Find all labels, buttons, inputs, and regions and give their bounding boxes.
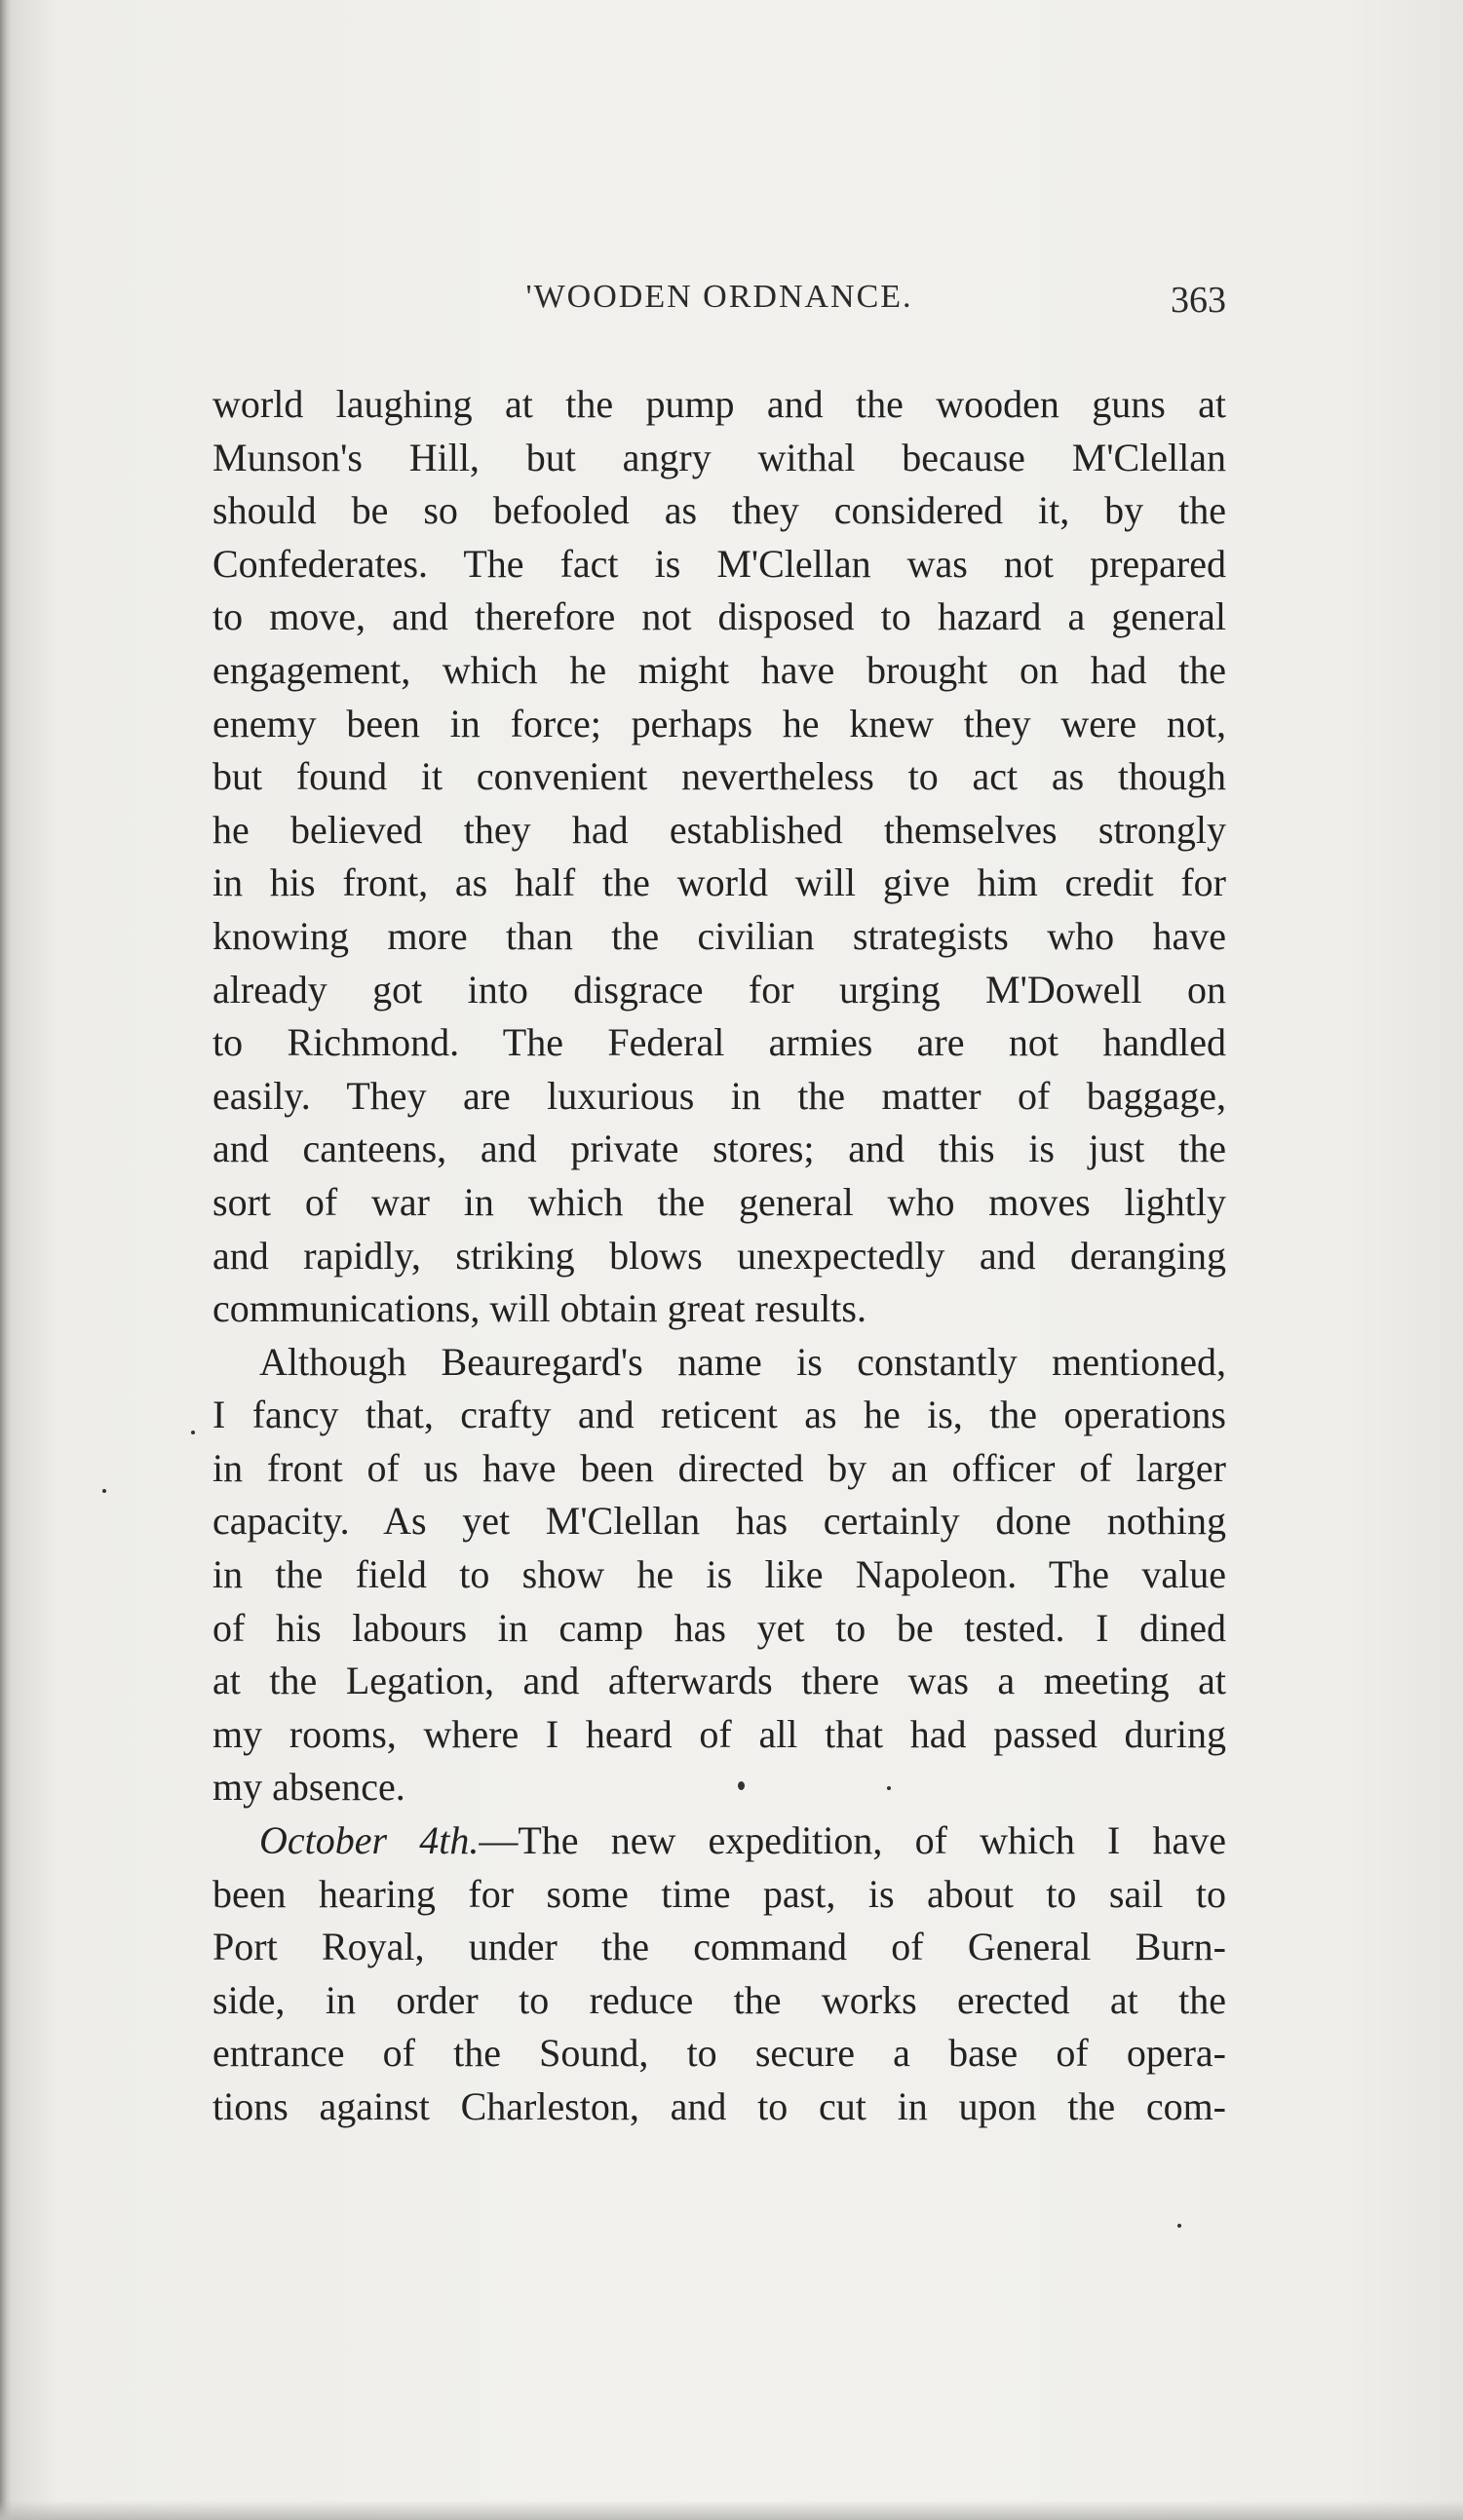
running-title: 'WOODEN ORDNANCE. [525,279,913,315]
ink-speck [191,1431,195,1434]
text-line: Port Royal, under the command of General Burn- [212,1925,1226,1969]
text-line: at the Legation, and afterwards there was a meeting at [212,1659,1226,1703]
date-entry-line [212,1814,1226,1868]
text-line: but found it convenient nevertheless to act as though [212,754,1226,799]
text-line: sort of war in which the general who moves lightly [212,1179,1226,1224]
text-line: easily. They are luxurious in the matter of baggage, [212,1073,1226,1118]
text-line: of his labours in camp has yet to be tested. I dined [212,1605,1226,1650]
text-line: tions against Charleston, and to cut in upon the com- [212,2084,1226,2128]
entry-date: October 4th. [259,1818,480,1863]
text-line: should be so befooled as they considered it, by the [212,488,1226,533]
text-line: and rapidly, striking blows unexpectedly and deranging [212,1233,1226,1278]
ink-speck [102,1489,106,1493]
text-line: Confederates. The fact is M'Clellan was not prepared [212,541,1226,586]
text-line: in front of us have been directed by an officer of larger [212,1445,1226,1490]
text-line: my absence. [212,1765,405,1810]
text-line: world laughing at the pump and the wooden guns at [212,382,1226,426]
text-line: and canteens, and private stores; and this is just the [212,1126,1226,1171]
text-line: Munson's Hill, but angry withal because M'Clellan [212,435,1226,479]
text-line: to Richmond. The Federal armies are not handled [212,1020,1226,1065]
ink-speck [1177,2224,1181,2228]
text-line: in his front, as half the world will give him credit for [212,860,1226,905]
text-line: Although Beauregard's name is constantly mentioned, [259,1339,1226,1384]
page-number: 363 [1171,280,1226,321]
text-line: I fancy that, crafty and reticent as he is, the operations [212,1393,1226,1437]
text-line: been hearing for some time past, is about to sail to [212,1871,1226,1916]
page-binding-shadow [0,0,12,2520]
ink-speck [887,1786,891,1790]
text-line: already got into disgrace for urging M'Dowell on [212,967,1226,1012]
ink-speck [738,1781,745,1790]
text-line: side, in order to reduce the works erected at the [212,1977,1226,2022]
text-line: to move, and therefore not disposed to hazard a general [212,594,1226,639]
entry-text: —The new expedition, of which I have [479,1818,1227,1863]
text-line: enemy been in force; perhaps he knew they were not, [212,701,1226,745]
text-line: he believed they had established themselves strongly [212,807,1226,852]
text-line: communications, will obtain great results. [212,1286,866,1331]
text-line: my rooms, where I heard of all that had passed during [212,1711,1226,1756]
text-line: in the field to show he is like Napoleon. The value [212,1552,1226,1597]
page-header [212,279,1226,337]
text-line: entrance of the Sound, to secure a base of opera- [212,2031,1226,2076]
text-line: capacity. As yet M'Clellan has certainly done nothing [212,1499,1226,1544]
text-line: knowing more than the civilian strategists who have [212,913,1226,958]
page-bottom-shadow [0,2501,1463,2520]
body-text [212,378,1226,2134]
text-line: engagement, which he might have brought on had the [212,647,1226,692]
